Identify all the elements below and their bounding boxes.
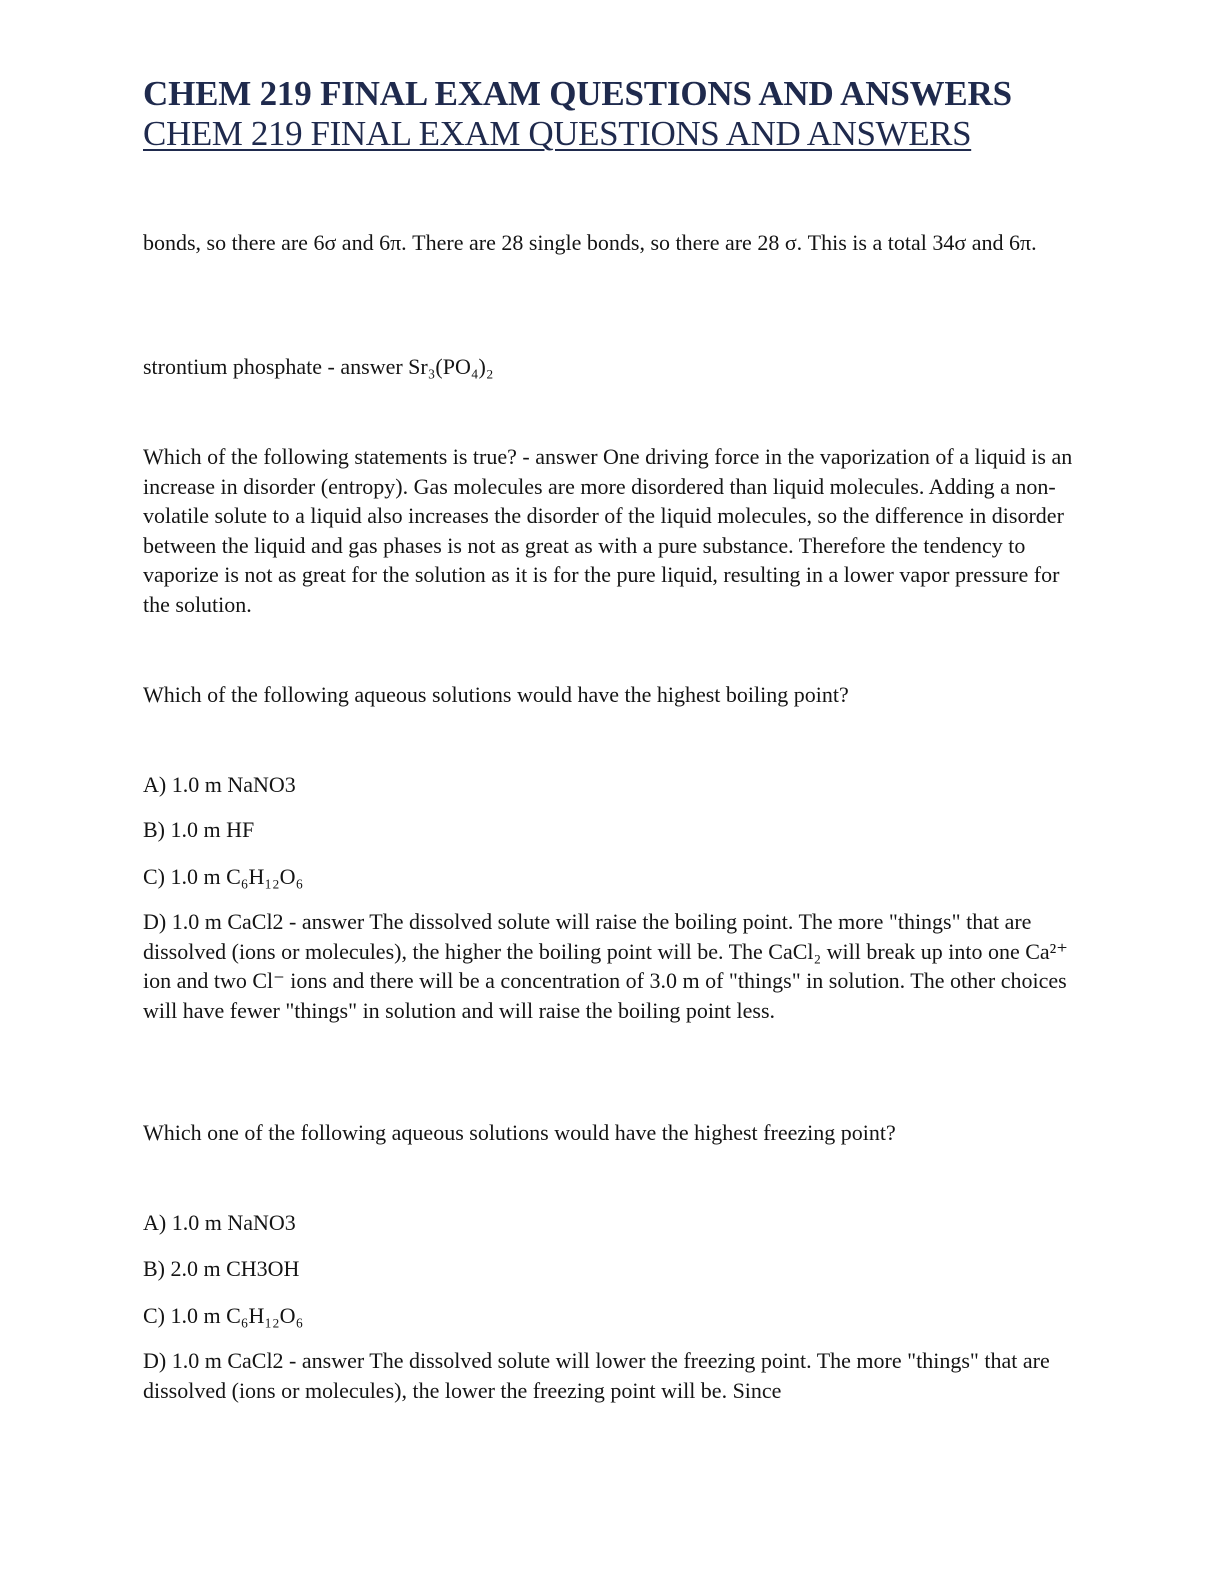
paragraph-bonds: bonds, so there are 6σ and 6π. There are 28 single bonds, so there are 28 σ. This is a total 34σ and 6π. <box>143 230 1037 255</box>
question-boiling-point: Which of the following aqueous solutions would have the highest boiling point? <box>143 682 849 707</box>
choice-freezing-b: B) 2.0 m CH3OH <box>143 1256 300 1281</box>
choice-freezing-a: A) 1.0 m NaNO3 <box>143 1210 296 1235</box>
choice-boiling-a: A) 1.0 m NaNO3 <box>143 772 296 797</box>
choice-boiling-d-answer: D) 1.0 m CaCl2 - answer The dissolved solute will raise the boiling point. The more "things" that are dissolved (ions or molecules), the higher the boiling point will be. The CaCl₂ will break up into one Ca²⁺ ion and two Cl⁻ ions and there will be a concentration of 3.0 m of "things" in solution. The other choices will have fewer "things" in solution and will raise the boiling point less. <box>143 909 1068 1023</box>
choice-boiling-c: C) 1.0 m C₆H₁₂O₆ <box>143 864 304 889</box>
choice-freezing-c: C) 1.0 m C₆H₁₂O₆ <box>143 1303 304 1328</box>
question-freezing-point: Which one of the following aqueous solutions would have the highest freezing point? <box>143 1120 896 1145</box>
paragraph-strontium-phosphate: strontium phosphate - answer Sr₃(PO₄)₂ <box>143 354 494 379</box>
choice-freezing-d-answer: D) 1.0 m CaCl2 - answer The dissolved solute will lower the freezing point. The more "things" that are dissolved (ions or molecules), the lower the freezing point will be. Since <box>143 1348 1050 1403</box>
paragraph-vaporization: Which of the following statements is true? - answer One driving force in the vaporization of a liquid is an increase in disorder (entropy). Gas molecules are more disordered than liquid molecules. Adding a non-volatile solute to a liquid also increases the disorder of the liquid molecules, so the difference in disorder between the liquid and gas phases is not as great as with a pure substance. Therefore the tendency to vaporize is not as great for the solution as it is for the pure liquid, resulting in a lower vapor pressure for the solution. <box>143 444 1073 617</box>
document-title: CHEM 219 FINAL EXAM QUESTIONS AND ANSWERS <box>143 74 1012 113</box>
document-subtitle-link[interactable]: CHEM 219 FINAL EXAM QUESTIONS AND ANSWERS <box>143 114 972 153</box>
choice-boiling-b: B) 1.0 m HF <box>143 817 255 842</box>
